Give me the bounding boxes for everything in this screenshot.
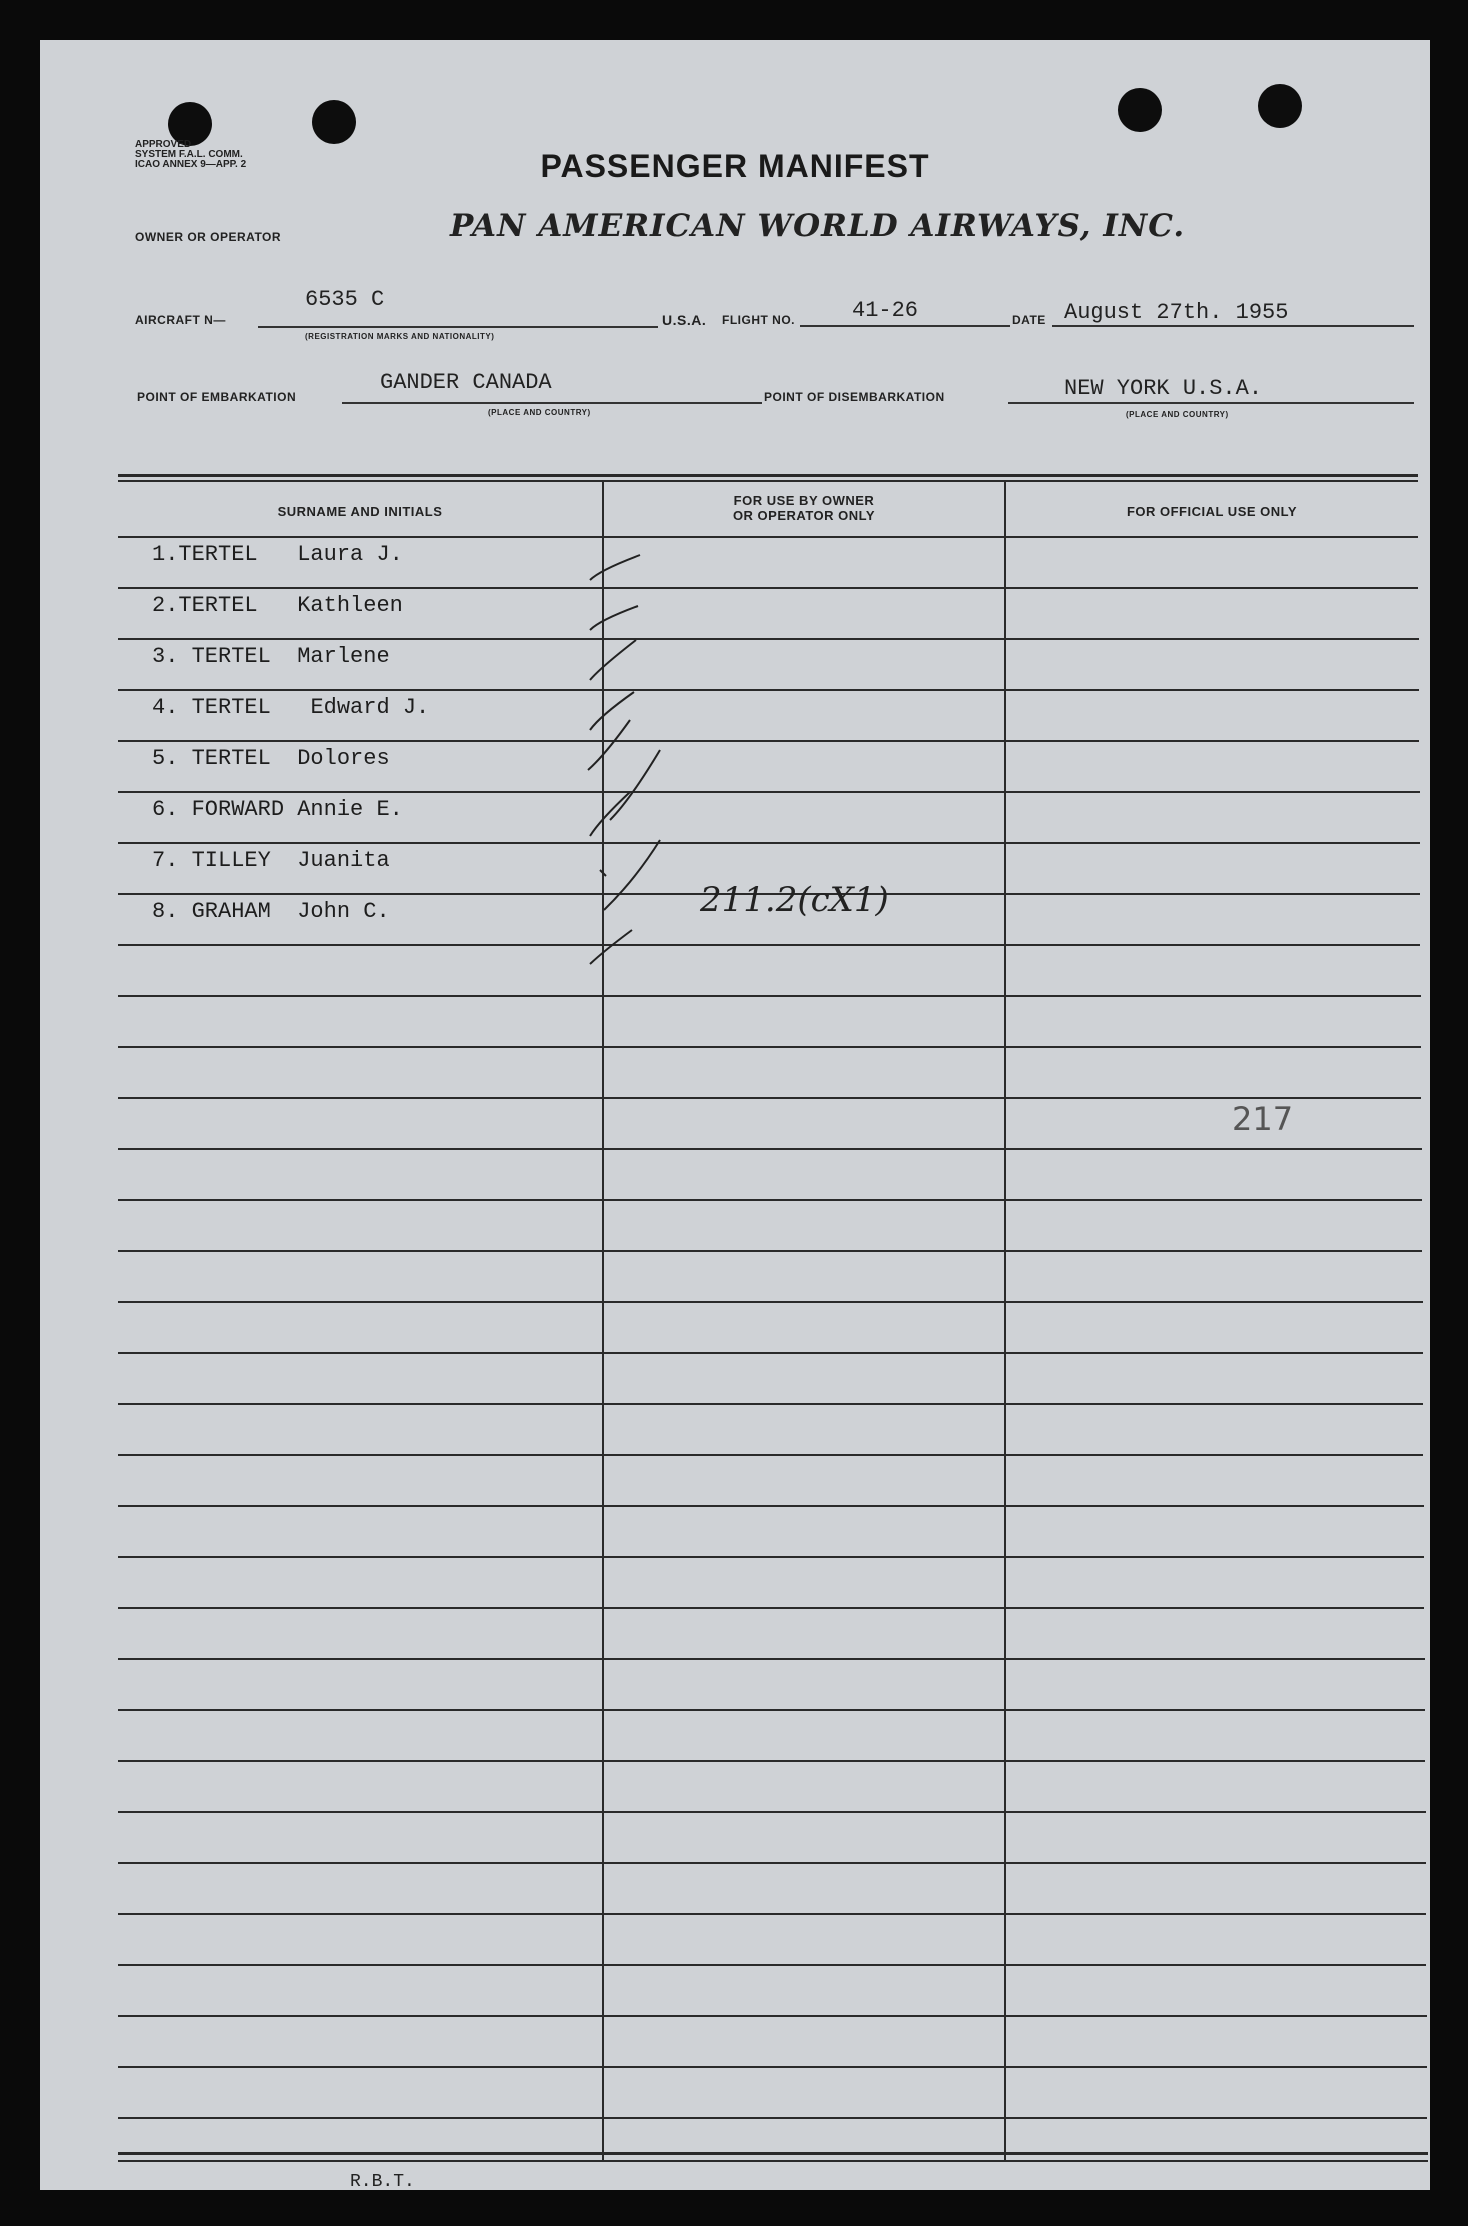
operator-note: 211.2(cX1) xyxy=(700,880,889,920)
table-bottom-rule xyxy=(118,2160,1428,2162)
table-ruled-line xyxy=(118,1760,1425,1762)
col-header-surname: SURNAME AND INITIALS xyxy=(277,504,443,519)
embarkation-sub: (PLACE AND COUNTRY) xyxy=(488,408,591,417)
table-ruled-line xyxy=(118,1913,1426,1915)
table-ruled-line xyxy=(118,1709,1425,1711)
table-ruled-line xyxy=(118,2066,1427,2068)
table-ruled-line xyxy=(118,944,1420,946)
check-mark-icon xyxy=(590,606,638,630)
owner-label: OWNER OR OPERATOR xyxy=(135,230,282,244)
approval-line: SYSTEM F.A.L. COMM. xyxy=(135,149,243,160)
check-mark-icon xyxy=(590,930,632,964)
table-ruled-line xyxy=(118,1199,1422,1201)
embarkation-label: POINT OF EMBARKATION xyxy=(137,390,297,404)
aircraft-sub: (REGISTRATION MARKS AND NATIONALITY) xyxy=(305,332,495,341)
date-underline xyxy=(1052,325,1414,327)
table-ruled-line xyxy=(118,2015,1427,2017)
operator-name: PAN AMERICAN WORLD AIRWAYS, INC. xyxy=(450,208,1186,244)
table-ruled-line xyxy=(118,740,1419,742)
table-ruled-line xyxy=(118,587,1418,589)
punch-hole xyxy=(1118,88,1162,132)
table-bottom-rule xyxy=(118,2152,1428,2155)
table-top-rule xyxy=(118,480,1418,482)
table-ruled-line xyxy=(118,1658,1425,1660)
check-mark-icon xyxy=(610,750,660,820)
col-header-operator xyxy=(604,493,1004,523)
flight-value: 41-26 xyxy=(852,298,919,323)
aircraft-label: AIRCRAFT N— xyxy=(135,313,226,327)
punch-hole xyxy=(312,100,356,144)
aircraft-underline xyxy=(258,326,658,328)
passenger-row: 3. TERTEL Marlene xyxy=(152,644,390,669)
disembarkation-label: POINT OF DISEMBARKATION xyxy=(764,390,945,404)
passenger-row: 1.TERTEL Laura J. xyxy=(152,542,403,567)
passenger-row: 2.TERTEL Kathleen xyxy=(152,593,403,618)
table-ruled-line xyxy=(118,1046,1421,1048)
col-header-line: OR OPERATOR ONLY xyxy=(732,508,876,523)
table-ruled-line xyxy=(118,1352,1423,1354)
table-ruled-line xyxy=(118,1607,1424,1609)
embarkation-value: GANDER CANADA xyxy=(380,370,552,395)
manifest-sheet xyxy=(40,40,1430,2190)
disembarkation-sub: (PLACE AND COUNTRY) xyxy=(1126,410,1229,419)
check-mark-icon xyxy=(590,640,636,680)
flight-label: FLIGHT NO. xyxy=(722,313,795,327)
approval-line: APPROVED xyxy=(135,139,192,150)
check-mark-icon xyxy=(588,720,630,770)
table-ruled-line xyxy=(118,791,1420,793)
table-ruled-line xyxy=(118,1403,1423,1405)
table-ruled-line xyxy=(118,2117,1427,2119)
prepared-by: R.B.T. xyxy=(350,2172,415,2192)
passenger-row: 8. GRAHAM John C. xyxy=(152,899,390,924)
table-ruled-line xyxy=(118,638,1419,640)
table-ruled-line xyxy=(118,1556,1424,1558)
col-header-line: FOR USE BY OWNER xyxy=(733,493,875,508)
flight-underline xyxy=(800,325,1010,327)
date-value: August 27th. 1955 xyxy=(1064,300,1289,325)
table-ruled-line xyxy=(118,1097,1421,1099)
page-title: PASSENGER MANIFEST xyxy=(540,148,930,184)
disembarkation-underline xyxy=(1008,402,1414,404)
passenger-row: 6. FORWARD Annie E. xyxy=(152,797,403,822)
table-ruled-line xyxy=(118,842,1420,844)
col-header-official: FOR OFFICIAL USE ONLY xyxy=(1126,504,1298,519)
passenger-row: 7. TILLEY Juanita xyxy=(152,848,390,873)
table-ruled-line xyxy=(118,1811,1426,1813)
table-ruled-line xyxy=(118,995,1421,997)
passenger-row: 4. TERTEL Edward J. xyxy=(152,695,430,720)
table-ruled-line xyxy=(118,689,1419,691)
official-note: 217 xyxy=(1232,1100,1294,1138)
table-top-rule xyxy=(118,474,1418,477)
nationality-label: U.S.A. xyxy=(662,312,707,328)
table-ruled-line xyxy=(118,536,1418,538)
table-ruled-line xyxy=(118,1454,1423,1456)
disembarkation-value: NEW YORK U.S.A. xyxy=(1064,376,1263,401)
check-marks xyxy=(560,520,710,980)
check-mark-icon xyxy=(590,792,630,836)
check-mark-icon xyxy=(590,555,640,580)
table-ruled-line xyxy=(118,1250,1422,1252)
check-mark-icon xyxy=(600,840,660,910)
table-ruled-line xyxy=(118,1301,1423,1303)
punch-hole xyxy=(1258,84,1302,128)
embarkation-underline xyxy=(342,402,762,404)
column-divider xyxy=(1004,482,1006,2160)
table-ruled-line xyxy=(118,1505,1424,1507)
aircraft-value: 6535 C xyxy=(305,287,385,312)
approval-line: ICAO ANNEX 9—APP. 2 xyxy=(135,159,247,170)
table-ruled-line xyxy=(118,1964,1426,1966)
table-ruled-line xyxy=(118,1862,1426,1864)
table-ruled-line xyxy=(118,1148,1422,1150)
passenger-row: 5. TERTEL Dolores xyxy=(152,746,390,771)
date-label: DATE xyxy=(1012,313,1046,327)
